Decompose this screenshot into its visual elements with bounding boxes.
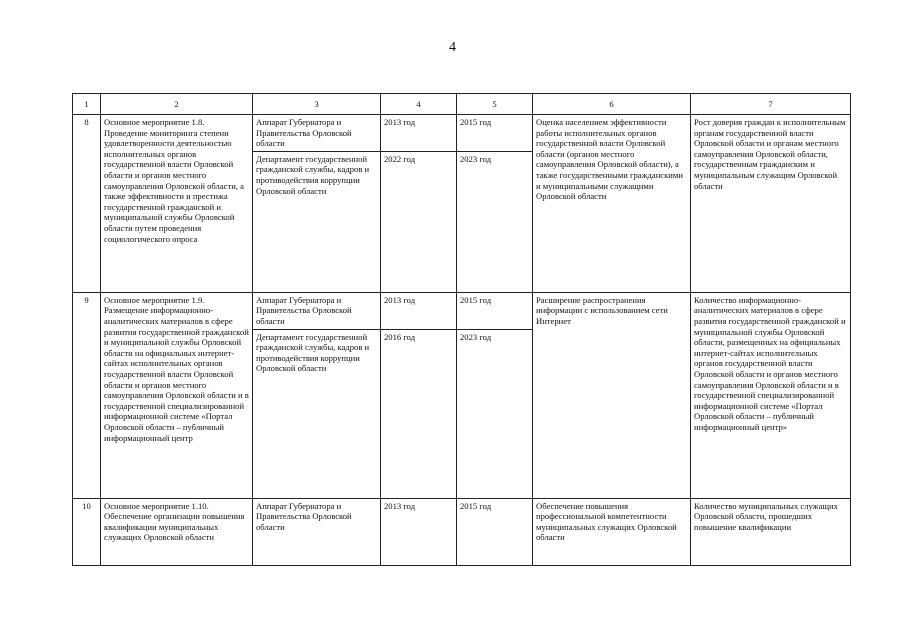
column-number: 1: [73, 94, 101, 115]
row-number: 10: [73, 498, 101, 565]
executor-cell: Департамент государственной гражданской службы, кадров и противодействия коррупции Орловской области: [253, 151, 381, 292]
end-year-cell: 2023 год: [457, 329, 533, 498]
start-year-cell: 2013 год: [381, 115, 457, 152]
end-year-cell: 2015 год: [457, 498, 533, 565]
activity-cell: Основное мероприятие 1.8. Проведение мониторинга степени удовлетворенности деятельностью исполнительных органов государственной власти Орловской области и органов местного самоуправления Орловской области, а также эффективности и престижа государственной гражданской и муниципальной службы Орловской области путем проведения социологического опроса: [101, 115, 253, 293]
expected-result-cell: Оценка населением эффективности работы исполнительных органов государственной власти Орловской области (органов местного самоуправления Орловской области), а также государственными гражданскими и муниципальными служащими Орловской области: [533, 115, 691, 293]
row-number: 8: [73, 115, 101, 293]
page-number: 4: [449, 40, 456, 55]
column-number: 4: [381, 94, 457, 115]
executor-cell: Департамент государственной гражданской службы, кадров и противодействия коррупции Орловской области: [253, 329, 381, 498]
start-year-cell: 2016 год: [381, 329, 457, 498]
table-row: [73, 498, 851, 565]
expected-result-cell: Расширение распространения информации с использованием сети Интернет: [533, 292, 691, 498]
column-number: 2: [101, 94, 253, 115]
executor-cell: Аппарат Губернатора и Правительства Орловской области: [253, 292, 381, 329]
program-activities-table: [72, 93, 851, 566]
column-number: 5: [457, 94, 533, 115]
end-year-cell: 2023 год: [457, 151, 533, 292]
expected-result-cell: Обеспечение повышения профессиональной компетентности муниципальных служащих Орловской области: [533, 498, 691, 565]
executor-cell: Аппарат Губернатора и Правительства Орловской области: [253, 115, 381, 152]
start-year-cell: 2022 год: [381, 151, 457, 292]
end-year-cell: 2015 год: [457, 115, 533, 152]
start-year-cell: 2013 год: [381, 292, 457, 329]
table-row: [73, 292, 851, 329]
column-number: 6: [533, 94, 691, 115]
activity-cell: Основное мероприятие 1.10. Обеспечение организации повышения квалификации муниципальных служащих Орловской области: [101, 498, 253, 565]
column-number-row: [73, 94, 851, 115]
start-year-cell: 2013 год: [381, 498, 457, 565]
column-number: 3: [253, 94, 381, 115]
row-number: 9: [73, 292, 101, 498]
table-row: [73, 115, 851, 152]
executor-cell: Аппарат Губернатора и Правительства Орловской области: [253, 498, 381, 565]
column-number: 7: [691, 94, 851, 115]
indicator-cell: Рост доверия граждан к исполнительным органам государственной власти Орловской области и органам местного самоуправления Орловской области, государственным гражданским и муниципальным служащим Орловской области: [691, 115, 851, 293]
end-year-cell: 2015 год: [457, 292, 533, 329]
indicator-cell: Количество муниципальных служащих Орловской области, прошедших повышение квалификации: [691, 498, 851, 565]
indicator-cell: Количество информационно-аналитических материалов в сфере развития государственной гражданской и муниципальной службы Орловской области, размещенных на официальных интернет-сайтах исполнительных органов государственной власти Орловской области и органов местного самоуправления Орловской области и в государственной специализированной информационной системе «Портал Орловской области – публичный информационный центр»: [691, 292, 851, 498]
activity-cell: Основное мероприятие 1.9. Размещение информационно-аналитических материалов в сфере развития государственной гражданской и муниципальной службы Орловской области на официальных интернет-сайтах исполнительных органов государственной власти Орловской области и органов местного самоуправления Орловской области и в государственной специализированной информационной системе «Портал Орловской области – публичный информационный центр: [101, 292, 253, 498]
